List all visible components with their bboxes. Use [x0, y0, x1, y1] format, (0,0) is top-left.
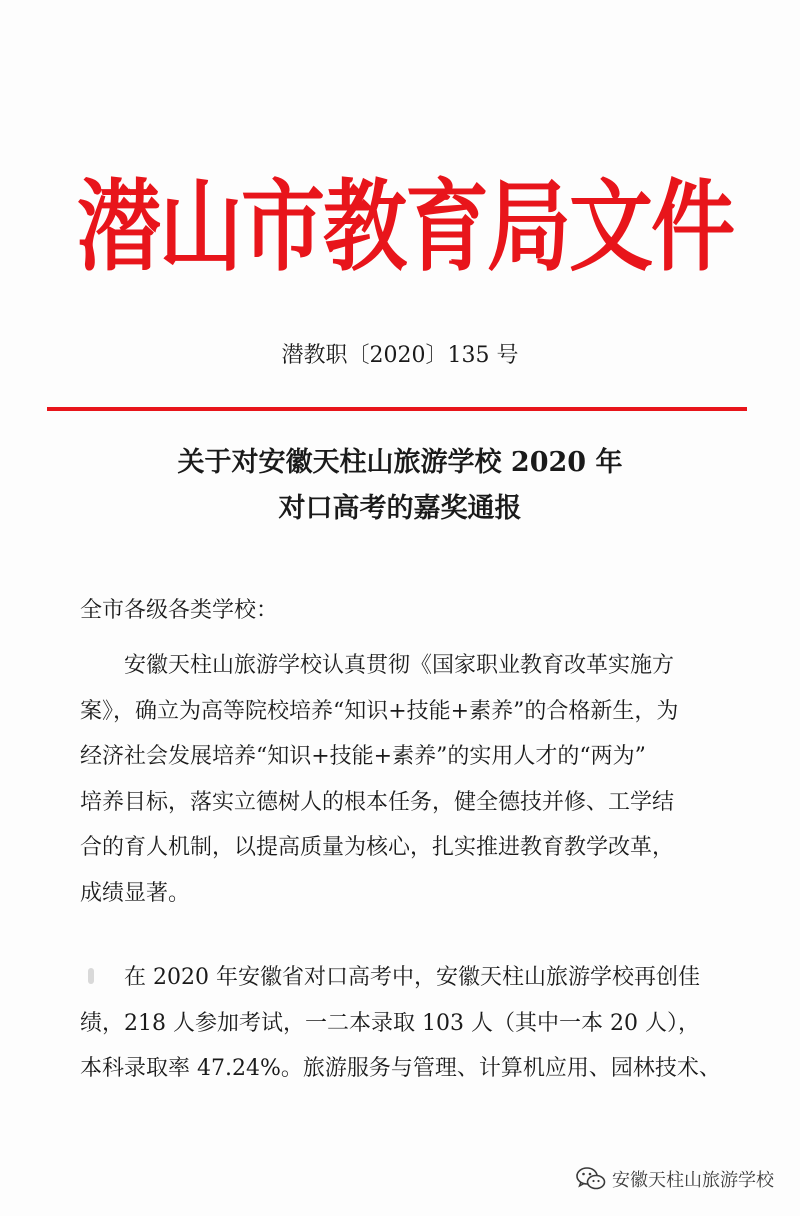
wechat-icon: [576, 1167, 606, 1191]
paragraph-line: 案》，确立为高等院校培养“知识+技能+素养”的合格新生，为: [80, 698, 679, 724]
paragraph-2: [80, 955, 730, 1092]
title-line-2: 对口高考的嘉奖通报: [278, 493, 522, 524]
paragraph-line: 合的育人机制，以提高质量为核心，扎实推进教育教学改革，: [80, 835, 675, 860]
wechat-watermark: [576, 1166, 774, 1192]
paragraph-line: 安徽天柱山旅游学校认真贯彻《国家职业教育改革实施方: [124, 653, 675, 678]
paragraph-line: 经济社会发展培养“知识+技能+素养”的实用人才的“两为”: [80, 744, 646, 769]
paragraph-1: [80, 643, 730, 916]
salutation: 全市各级各类学校：: [80, 598, 279, 623]
paragraph-line: 培养目标，落实立德树人的根本任务，健全德技并修、工学结: [80, 789, 675, 815]
document-title: [0, 440, 800, 532]
red-divider: [47, 407, 747, 411]
document-number: 潜教职〔2020〕135 号: [281, 343, 519, 368]
paragraph-line: 本科录取率 47.24%。旅游服务与管理、计算机应用、园林技术、: [80, 1056, 721, 1081]
issuer-header: 潜山市教育局文件: [76, 167, 733, 285]
watermark-text: 安徽天柱山旅游学校: [612, 1170, 774, 1191]
title-line-1: 关于对安徽天柱山旅游学校 2020 年: [177, 447, 623, 478]
paragraph-line: 绩，218 人参加考试，一二本录取 103 人（其中一本 20 人），: [80, 1010, 700, 1036]
paragraph-line: 在 2020 年安徽省对口高考中，安徽天柱山旅游学校再创佳: [124, 965, 700, 990]
paragraph-line: 成绩显著。: [80, 880, 191, 906]
